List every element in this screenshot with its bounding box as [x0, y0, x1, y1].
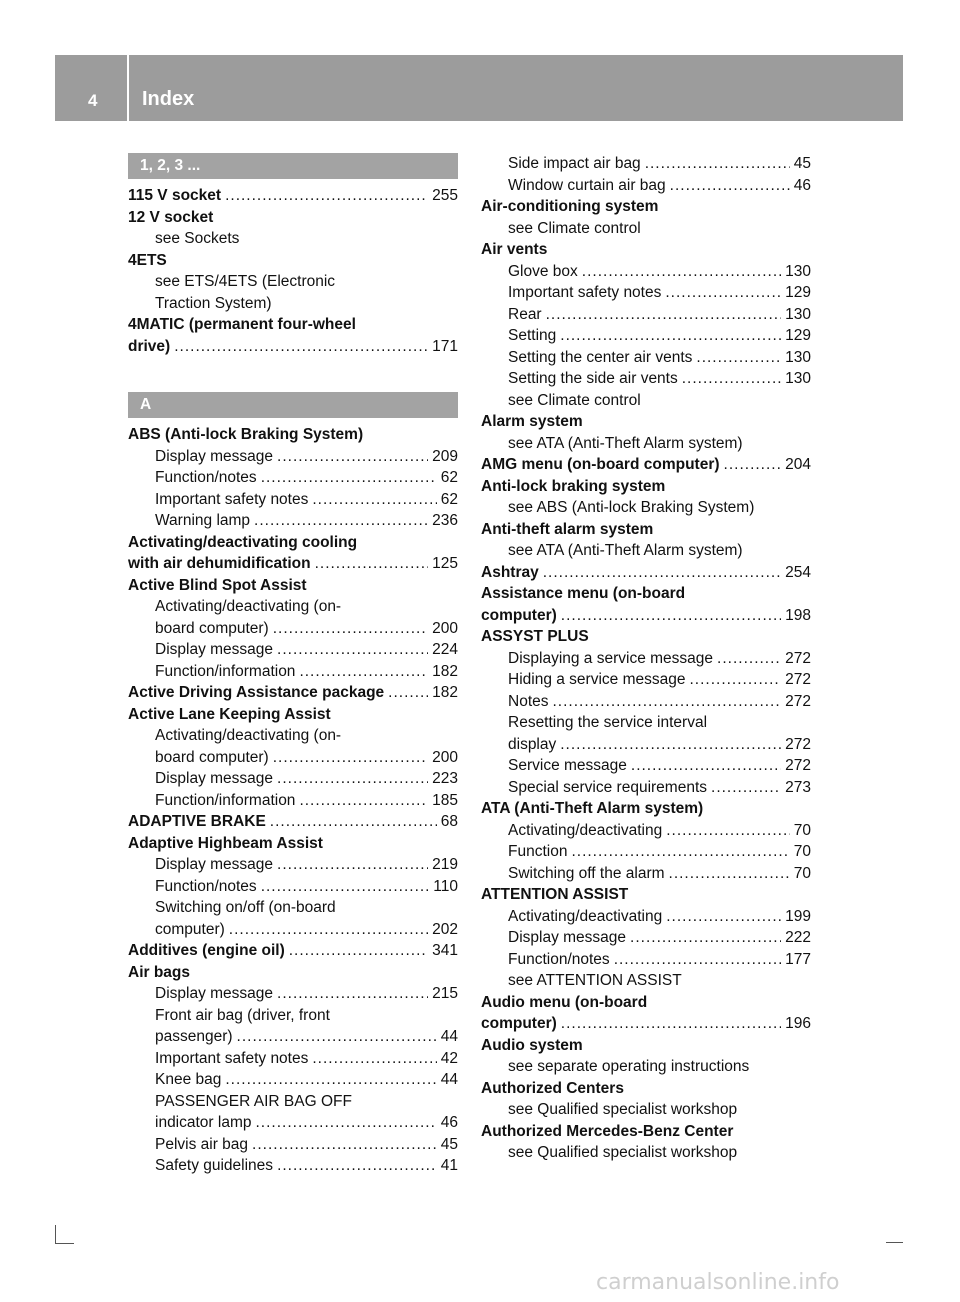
index-entry	[128, 532, 458, 554]
index-entry	[481, 1035, 811, 1057]
page-reference: 45	[793, 155, 811, 172]
page-reference: 45	[440, 1135, 458, 1153]
page-reference: 222	[785, 929, 811, 946]
leader-dots	[315, 553, 429, 575]
leader-dots	[560, 734, 781, 756]
page-reference: 110	[433, 877, 458, 895]
page-reference: 236	[432, 512, 458, 529]
leader-dots	[630, 927, 781, 949]
entry-text: see separate operating instructions	[508, 1058, 750, 1075]
page-reference: 219	[432, 856, 458, 873]
page-reference: 273	[785, 778, 811, 796]
entry-text: board computer)	[155, 748, 269, 766]
index-subentry	[481, 282, 811, 304]
index-subentry	[481, 261, 811, 283]
entry-text: passenger)	[155, 1028, 233, 1045]
entry-text: ABS (Anti-lock Braking System)	[128, 426, 364, 443]
leader-dots	[724, 454, 782, 476]
page-reference: 62	[440, 469, 458, 486]
index-subentry	[128, 639, 458, 661]
entry-text: Hiding a service message	[508, 671, 686, 688]
index-subentry	[481, 712, 811, 734]
index-subentry	[128, 1155, 458, 1177]
entry-text: computer)	[481, 1015, 557, 1032]
page-reference: 130	[785, 348, 811, 366]
index-subentry	[481, 820, 811, 842]
page-reference: 223	[432, 770, 458, 787]
leader-dots	[312, 489, 436, 511]
leader-dots	[665, 282, 781, 304]
leader-dots	[543, 562, 781, 584]
index-entry	[128, 424, 458, 446]
leader-dots	[696, 347, 781, 369]
index-subentry	[128, 876, 458, 898]
leader-dots	[614, 949, 781, 971]
page-reference: 185	[432, 791, 458, 809]
leader-dots	[571, 841, 789, 863]
index-subentry	[481, 368, 811, 390]
entry-text: Function/notes	[155, 877, 257, 895]
index-entry	[481, 562, 811, 584]
index-entry	[128, 682, 458, 704]
index-entry	[128, 962, 458, 984]
page-reference: 129	[785, 284, 811, 301]
index-entry	[481, 411, 811, 433]
leader-dots	[273, 618, 428, 640]
entry-text: Front air bag (driver, front	[155, 1006, 330, 1024]
entry-text: 4MATIC (permanent four-wheel	[128, 316, 356, 333]
index-subentry	[128, 854, 458, 876]
index-entry	[481, 1013, 811, 1035]
index-entry	[128, 250, 458, 272]
entry-text: Knee bag	[155, 1071, 222, 1088]
leader-dots	[560, 325, 781, 347]
page-reference: 41	[440, 1157, 458, 1174]
page-reference: 182	[432, 662, 458, 680]
leader-dots	[254, 510, 428, 532]
entry-text: drive)	[128, 337, 171, 355]
index-subentry	[128, 1069, 458, 1091]
page-reference: 200	[432, 748, 458, 766]
entry-text: Warning lamp	[155, 512, 251, 529]
entry-text: see ATTENTION ASSIST	[508, 972, 682, 989]
entry-text: ATA (Anti-Theft Alarm system)	[481, 800, 704, 817]
entry-text: ADAPTIVE BRAKE	[128, 813, 266, 830]
entry-text: Display message	[508, 929, 627, 946]
index-subentry	[128, 228, 458, 250]
leader-dots	[277, 1155, 437, 1177]
page-reference: 44	[440, 1071, 458, 1088]
page-reference: 177	[785, 950, 811, 968]
entry-text: ASSYST PLUS	[481, 628, 589, 645]
page-reference: 200	[432, 619, 458, 637]
entry-text: Display message	[155, 985, 274, 1002]
leader-dots	[261, 467, 437, 489]
leader-dots	[631, 755, 781, 777]
entry-text: Authorized Centers	[481, 1079, 624, 1097]
entry-text: indicator lamp	[155, 1114, 252, 1131]
index-subentry	[128, 510, 458, 532]
page-reference: 62	[440, 490, 458, 508]
page-reference: 272	[785, 692, 811, 710]
page-reference: 254	[785, 563, 811, 581]
leader-dots	[553, 691, 782, 713]
entry-text: see ATA (Anti-Theft Alarm system)	[508, 434, 743, 452]
entry-text: Audio menu (on-board	[481, 993, 648, 1011]
index-subentry	[128, 1134, 458, 1156]
page-reference: 272	[785, 735, 811, 753]
entry-text: Active Blind Spot Assist	[128, 576, 307, 594]
leader-dots	[273, 747, 428, 769]
page-reference: 125	[432, 555, 458, 572]
entry-text: computer)	[155, 920, 225, 938]
leader-dots	[261, 876, 430, 898]
index-subentry	[481, 1142, 811, 1164]
entry-text: Assistance menu (on-board	[481, 585, 686, 602]
header-divider	[127, 55, 129, 121]
leader-dots	[312, 1048, 436, 1070]
entry-text: computer)	[481, 606, 557, 624]
page-reference: 46	[793, 176, 811, 194]
index-entry	[481, 992, 811, 1014]
index-entry	[128, 336, 458, 358]
entry-text: Air vents	[481, 241, 548, 258]
entry-text: Function/notes	[155, 469, 257, 486]
index-subentry	[481, 175, 811, 197]
entry-text: Function	[508, 843, 568, 860]
entry-text: see Sockets	[155, 230, 240, 247]
index-entry	[481, 605, 811, 627]
section-heading: A	[128, 392, 458, 418]
index-subentry	[481, 325, 811, 347]
leader-dots	[299, 790, 428, 812]
entry-text: Display message	[155, 447, 274, 465]
index-subentry	[128, 919, 458, 941]
leader-dots	[717, 648, 781, 670]
index-entry	[481, 884, 811, 906]
entry-text: Safety guidelines	[155, 1157, 274, 1174]
entry-text: Side impact air bag	[508, 155, 641, 172]
page-reference: 130	[785, 305, 811, 323]
entry-text: Ashtray	[481, 563, 539, 581]
entry-text: Pelvis air bag	[155, 1135, 249, 1153]
page-reference: 130	[785, 262, 811, 280]
index-subentry	[481, 1099, 811, 1121]
entry-text: Switching off the alarm	[508, 864, 665, 882]
entry-text: see Climate control	[508, 219, 641, 237]
index-subentry	[128, 725, 458, 747]
entry-text: Special service requirements	[508, 778, 708, 796]
page-reference: 68	[440, 813, 458, 830]
entry-text: AMG menu (on-board computer)	[481, 456, 720, 473]
leader-dots	[561, 1013, 781, 1035]
index-subentry	[481, 949, 811, 971]
index-subentry	[128, 271, 458, 293]
entry-text: Display message	[155, 641, 274, 658]
index-subentry	[481, 970, 811, 992]
index-column-right	[481, 153, 811, 1164]
leader-dots	[277, 983, 428, 1005]
entry-text: Activating/deactivating (on-	[155, 598, 342, 615]
leader-dots	[645, 153, 790, 175]
index-subentry	[481, 648, 811, 670]
index-subentry	[481, 1056, 811, 1078]
watermark: carmanualsonline.info	[596, 1270, 840, 1295]
entry-text: Anti-theft alarm system	[481, 520, 654, 538]
index-subentry	[128, 596, 458, 618]
index-entry	[128, 833, 458, 855]
crop-mark-bottom-right	[886, 1242, 903, 1243]
index-subentry	[481, 540, 811, 562]
leader-dots	[252, 1134, 437, 1156]
entry-text: Function/information	[155, 662, 296, 680]
leader-dots	[670, 175, 790, 197]
index-subentry	[481, 669, 811, 691]
entry-text: Audio system	[481, 1036, 583, 1054]
page-reference: 129	[785, 327, 811, 344]
entry-text: see ETS/4ETS (Electronic	[155, 273, 336, 290]
index-subentry	[128, 293, 458, 315]
page-reference: 46	[440, 1114, 458, 1131]
section-heading: 1, 2, 3 ...	[128, 153, 458, 179]
entry-text: Setting the center air vents	[508, 348, 693, 366]
index-subentry	[128, 1005, 458, 1027]
index-entry	[481, 196, 811, 218]
page-reference: 42	[440, 1049, 458, 1067]
index-subentry	[128, 1048, 458, 1070]
index-entry	[481, 454, 811, 476]
leader-dots	[711, 777, 781, 799]
page-reference: 209	[432, 447, 458, 465]
index-subentry	[128, 1026, 458, 1048]
index-subentry	[128, 983, 458, 1005]
index-subentry	[481, 347, 811, 369]
entry-text: Important safety notes	[508, 284, 662, 301]
index-entry	[481, 583, 811, 605]
page-reference: 196	[785, 1015, 811, 1032]
entry-text: 4ETS	[128, 251, 167, 269]
entry-text: Authorized Mercedes-Benz Center	[481, 1122, 734, 1140]
leader-dots	[666, 820, 790, 842]
index-subentry	[481, 390, 811, 412]
index-subentry	[128, 768, 458, 790]
entry-text: Window curtain air bag	[508, 176, 666, 194]
page-title: Index	[142, 88, 195, 110]
entry-text: Additives (engine oil)	[128, 942, 285, 959]
entry-text: see ATA (Anti-Theft Alarm system)	[508, 542, 743, 559]
leader-dots	[277, 639, 428, 661]
leader-dots	[225, 185, 428, 207]
page-reference: 44	[440, 1028, 458, 1045]
index-subentry	[481, 841, 811, 863]
index-subentry	[481, 218, 811, 240]
index-subentry	[481, 433, 811, 455]
leader-dots	[237, 1026, 437, 1048]
entry-text: PASSENGER AIR BAG OFF	[155, 1092, 352, 1110]
page-reference: 130	[785, 370, 811, 387]
index-subentry	[481, 927, 811, 949]
page-reference: 272	[785, 671, 811, 688]
index-subentry	[128, 897, 458, 919]
page-reference: 224	[432, 641, 458, 658]
entry-text: Resetting the service interval	[508, 714, 708, 731]
page-reference: 202	[432, 920, 458, 938]
page-reference: 70	[793, 864, 811, 882]
page-reference: 171	[432, 337, 458, 355]
leader-dots	[256, 1112, 437, 1134]
index-subentry	[481, 153, 811, 175]
leader-dots	[388, 682, 428, 704]
page-reference: 70	[793, 843, 811, 860]
leader-dots	[289, 940, 428, 962]
index-entry	[128, 553, 458, 575]
leader-dots	[299, 661, 428, 683]
leader-dots	[277, 854, 428, 876]
leader-dots	[666, 906, 781, 928]
index-entry	[128, 811, 458, 833]
index-subentry	[481, 734, 811, 756]
index-entry	[481, 798, 811, 820]
leader-dots	[669, 863, 790, 885]
entry-text: Active Driving Assistance package	[128, 684, 385, 701]
entry-text: Alarm system	[481, 413, 583, 430]
entry-text: board computer)	[155, 619, 269, 637]
entry-text: Air bags	[128, 963, 191, 981]
page-reference: 215	[432, 985, 458, 1002]
index-entry	[481, 1078, 811, 1100]
index-subentry	[481, 304, 811, 326]
leader-dots	[582, 261, 781, 283]
entry-text: Air-conditioning system	[481, 198, 659, 215]
index-entry	[128, 575, 458, 597]
page-header	[55, 55, 903, 121]
entry-text: ATTENTION ASSIST	[481, 886, 629, 903]
index-subentry	[128, 790, 458, 812]
entry-text: 12 V socket	[128, 208, 214, 226]
index-column-left	[128, 153, 458, 1177]
entry-text: Activating/deactivating	[508, 821, 663, 839]
index-entry	[128, 940, 458, 962]
index-entry	[128, 704, 458, 726]
leader-dots	[682, 368, 781, 390]
leader-dots	[561, 605, 781, 627]
leader-dots	[225, 1069, 436, 1091]
index-entry	[481, 626, 811, 648]
index-subentry	[481, 691, 811, 713]
leader-dots	[270, 811, 437, 833]
index-entry	[481, 1121, 811, 1143]
index-subentry	[128, 446, 458, 468]
entry-text: Activating/deactivating (on-	[155, 727, 342, 744]
index-subentry	[481, 777, 811, 799]
page-reference: 272	[785, 649, 811, 667]
index-subentry	[481, 755, 811, 777]
entry-text: see Qualified specialist workshop	[508, 1144, 738, 1161]
index-subentry	[128, 1112, 458, 1134]
leader-dots	[277, 768, 428, 790]
entry-text: Rear	[508, 305, 542, 323]
entry-text: Notes	[508, 692, 549, 710]
crop-mark-bottom-left	[55, 1225, 74, 1244]
entry-text: Switching on/off (on-board	[155, 899, 336, 916]
index-entry	[128, 314, 458, 336]
page-reference: 341	[432, 942, 458, 959]
entry-text: see Qualified specialist workshop	[508, 1101, 738, 1118]
index-subentry	[481, 497, 811, 519]
page-reference: 182	[432, 684, 458, 701]
index-subentry	[128, 1091, 458, 1113]
entry-text: Active Lane Keeping Assist	[128, 705, 331, 723]
entry-text: see ABS (Anti-lock Braking System)	[508, 499, 755, 516]
leader-dots	[277, 446, 428, 468]
index-entry	[481, 476, 811, 498]
entry-text: Display message	[155, 770, 274, 787]
index-entry	[128, 207, 458, 229]
index-subentry	[128, 747, 458, 769]
index-subentry	[481, 906, 811, 928]
entry-text: 115 V socket	[128, 187, 222, 204]
entry-text: Function/information	[155, 791, 296, 809]
index-entry	[128, 185, 458, 207]
leader-dots	[546, 304, 782, 326]
entry-text: see Climate control	[508, 391, 641, 409]
entry-text: Service message	[508, 757, 627, 774]
entry-text: Displaying a service message	[508, 649, 714, 667]
entry-text: Glove box	[508, 262, 578, 280]
page-reference: 255	[432, 187, 458, 204]
page-reference: 198	[785, 606, 811, 624]
entry-text: Traction System)	[155, 294, 272, 312]
index-subentry	[128, 618, 458, 640]
index-subentry	[128, 489, 458, 511]
page-number: 4	[88, 91, 98, 110]
index-entry	[481, 239, 811, 261]
index-subentry	[481, 863, 811, 885]
entry-text: with air dehumidification	[128, 555, 311, 572]
entry-text: Anti-lock braking system	[481, 477, 666, 495]
entry-text: Display message	[155, 856, 274, 873]
entry-text: Activating/deactivating	[508, 907, 663, 925]
entry-text: Setting	[508, 327, 557, 344]
page-reference: 70	[793, 821, 811, 839]
leader-dots	[174, 336, 428, 358]
entry-text: Activating/deactivating cooling	[128, 533, 358, 551]
page-reference: 272	[785, 757, 811, 774]
entry-text: Adaptive Highbeam Assist	[128, 834, 323, 852]
entry-text: Function/notes	[508, 950, 610, 968]
entry-text: display	[508, 735, 557, 753]
page-reference: 199	[785, 907, 811, 925]
entry-text: Important safety notes	[155, 1049, 309, 1067]
index-entry	[481, 519, 811, 541]
page-reference: 204	[785, 456, 811, 473]
entry-text: Setting the side air vents	[508, 370, 678, 387]
index-subentry	[128, 661, 458, 683]
index-subentry	[128, 467, 458, 489]
entry-text: Important safety notes	[155, 490, 309, 508]
leader-dots	[229, 919, 428, 941]
leader-dots	[689, 669, 781, 691]
